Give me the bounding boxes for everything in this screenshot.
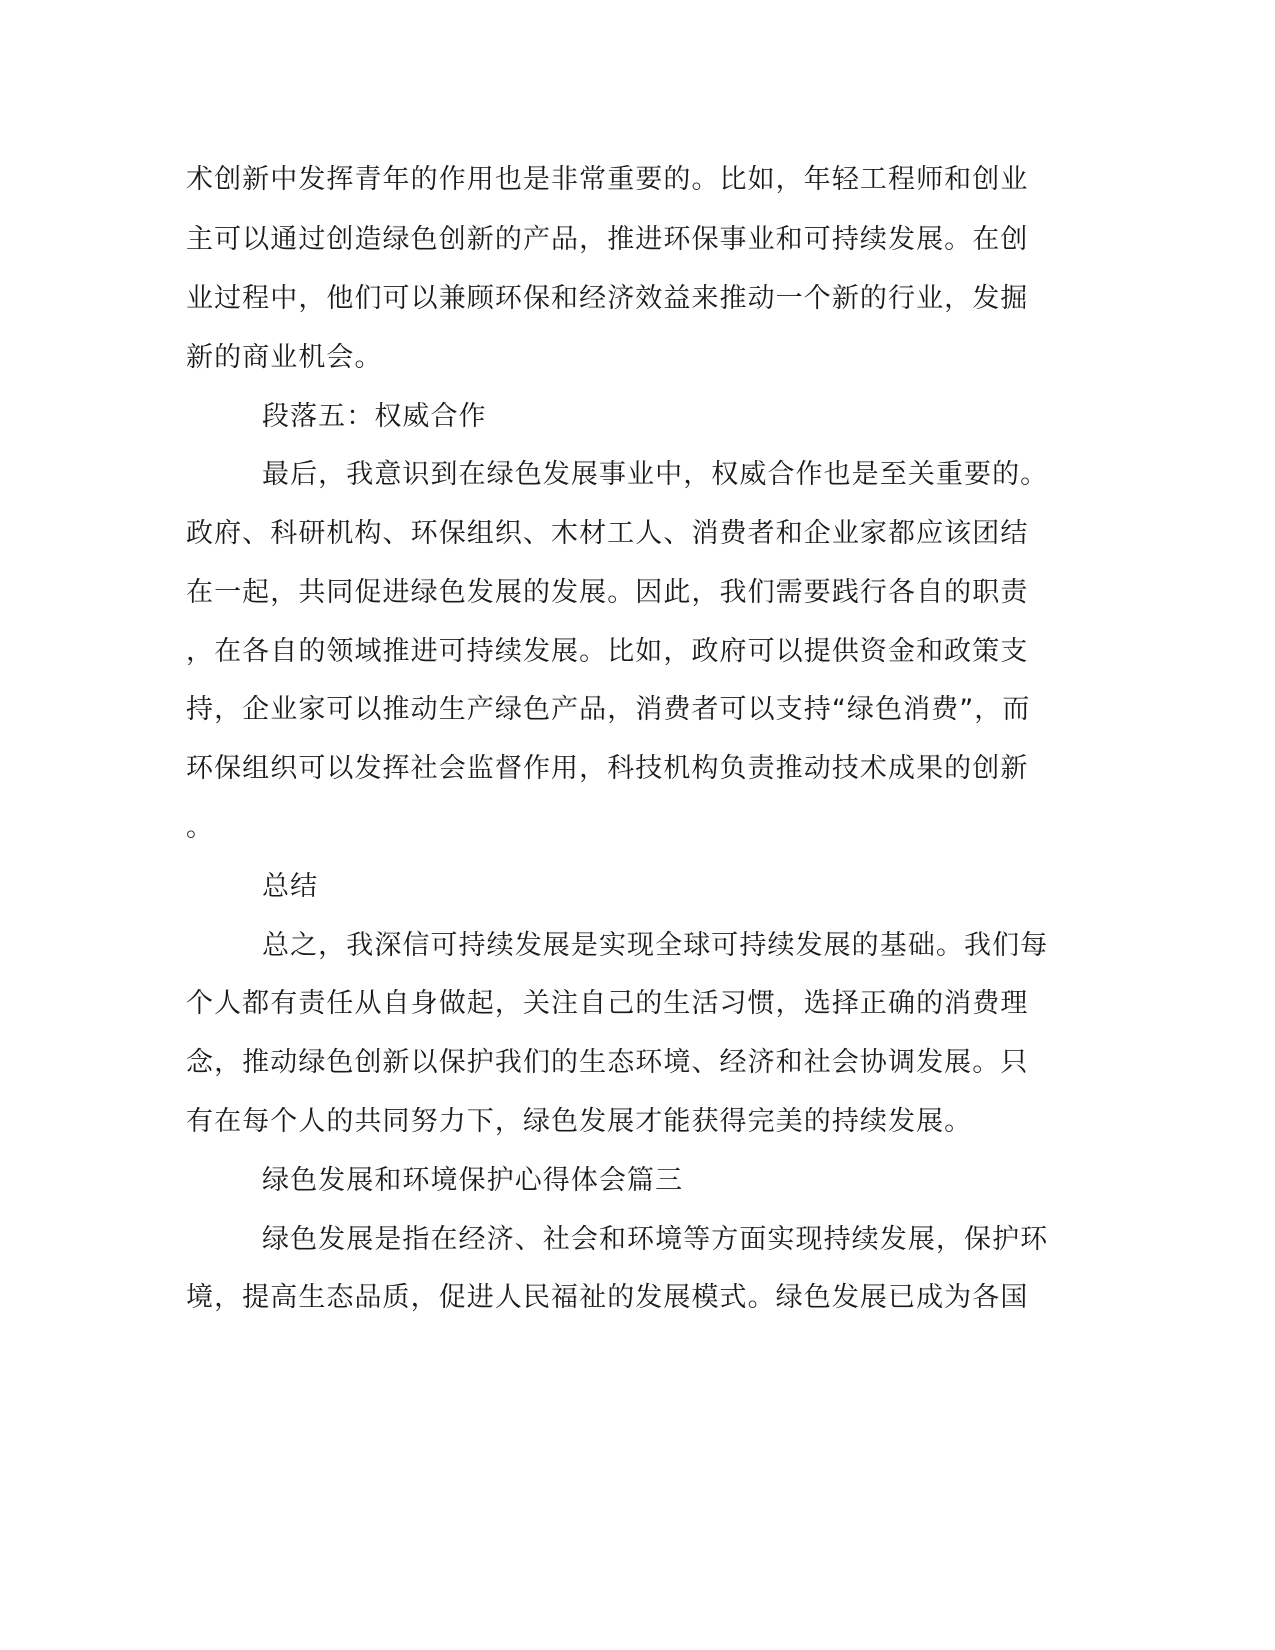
- body-text-line: 最后，我意识到在绿色发展事业中，权威合作也是至关重要的。: [262, 459, 1049, 490]
- body-text-line: 业过程中，他们可以兼顾环保和经济效益来推动一个新的行业，发掘: [186, 283, 1029, 314]
- body-text-line: 绿色发展是指在经济、社会和环境等方面实现持续发展，保护环: [262, 1224, 1049, 1255]
- body-text-line: 持，企业家可以推动生产绿色产品，消费者可以支持“绿色消费”，而: [186, 694, 1031, 725]
- section-title: 绿色发展和环境保护心得体会篇三: [262, 1165, 684, 1196]
- body-text-line: 境，提高生态品质，促进人民福祉的发展模式。绿色发展已成为各国: [186, 1282, 1029, 1313]
- body-text-line: ，在各自的领域推进可持续发展。比如，政府可以提供资金和政策支: [186, 636, 1029, 667]
- body-text-line: 总之，我深信可持续发展是实现全球可持续发展的基础。我们每: [262, 930, 1049, 961]
- section-heading: 总结: [262, 871, 319, 902]
- body-text-line: 在一起，共同促进绿色发展的发展。因此，我们需要践行各自的职责: [186, 577, 1029, 608]
- body-text-line: 术创新中发挥青年的作用也是非常重要的。比如，年轻工程师和创业: [186, 164, 1029, 195]
- body-text-line: 主可以通过创造绿色创新的产品，推进环保事业和可持续发展。在创: [186, 224, 1029, 255]
- section-heading: 段落五：权威合作: [262, 401, 487, 432]
- body-text-line: 有在每个人的共同努力下，绿色发展才能获得完美的持续发展。: [186, 1106, 973, 1137]
- body-text-line: 。: [186, 812, 215, 843]
- body-text-line: 念，推动绿色创新以保护我们的生态环境、经济和社会协调发展。只: [186, 1047, 1029, 1078]
- body-text-line: 政府、科研机构、环保组织、木材工人、消费者和企业家都应该团结: [186, 518, 1029, 549]
- body-text-line: 环保组织可以发挥社会监督作用，科技机构负责推动技术成果的创新: [186, 753, 1029, 784]
- body-text-line: 新的商业机会。: [186, 342, 383, 373]
- body-text-line: 个人都有责任从自身做起，关注自己的生活习惯，选择正确的消费理: [186, 988, 1029, 1019]
